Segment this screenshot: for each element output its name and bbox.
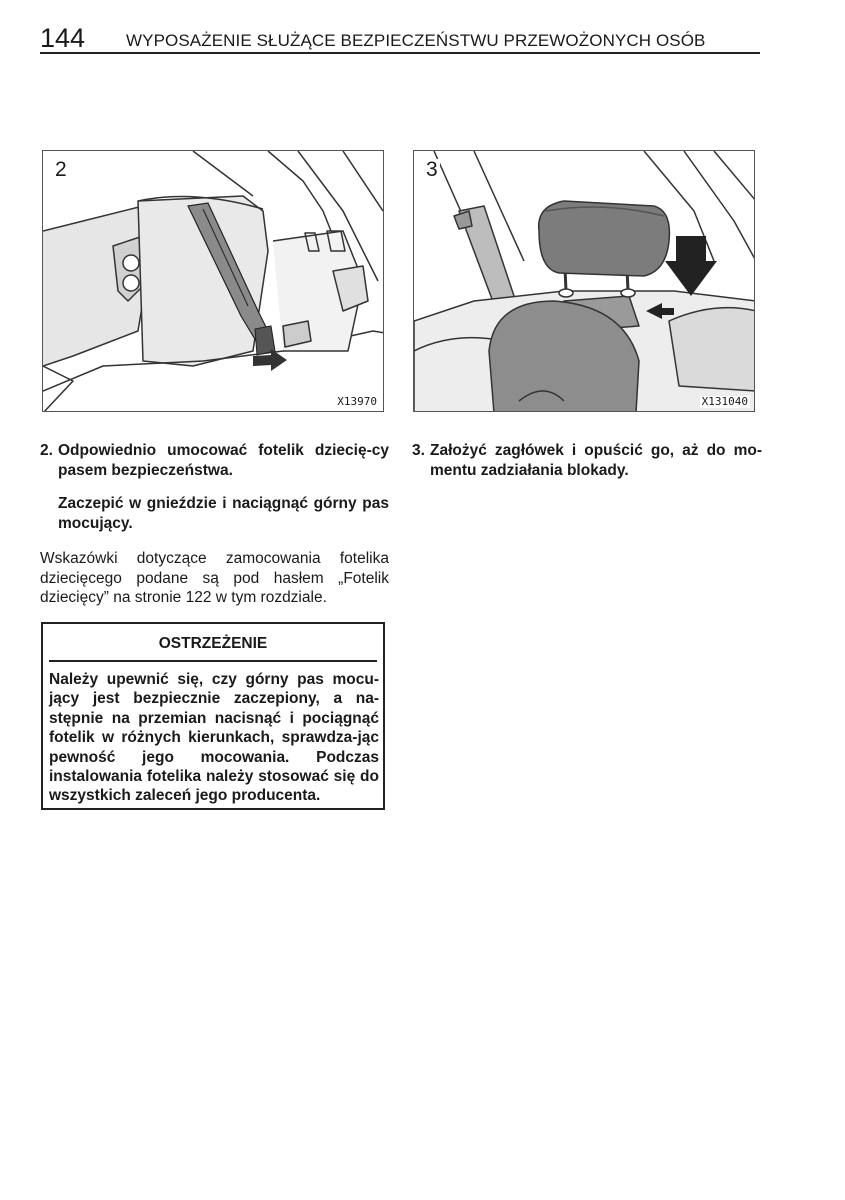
step-2-subtext: Zaczepić w gnieździe i naciągnąć górny pas mocujący. bbox=[58, 495, 389, 532]
tether-strap-illustration bbox=[43, 151, 384, 412]
figure-code: X131040 bbox=[701, 395, 748, 408]
warning-title: OSTRZEŻENIE bbox=[158, 635, 268, 652]
step-number: 3. bbox=[412, 442, 425, 459]
step-3 bbox=[412, 441, 762, 480]
figure-number: 2 bbox=[55, 158, 67, 181]
figure-tether-strap bbox=[42, 150, 384, 412]
step-text: Odpowiednio umocować fotelik dziecię-cy pasem bezpieczeństwa. bbox=[58, 442, 389, 479]
step-2 bbox=[40, 441, 389, 480]
warning-divider bbox=[49, 660, 377, 662]
warning-box bbox=[41, 622, 385, 810]
warning-text: Należy upewnić się, czy górny pas mocu-jący jest bezpiecznie zaczepiony, a na-stępnie na przemian nacisnąć i pociągnąć fotelik w różnych kierunkach, sprawdza-jąc pewność jego mocowania. Podczas instalowania fotelika należy stosować się do wszystkich zaleceń jego producenta. bbox=[49, 671, 379, 805]
step-text: Założyć zagłówek i opuścić go, aż do mo-mentu zadziałania blokady. bbox=[430, 442, 762, 479]
chapter-title: WYPOSAŻENIE SŁUŻĄCE BEZPIECZEŃSTWU PRZEWOŻONYCH OSÓB bbox=[126, 31, 706, 50]
page-number: 144 bbox=[40, 23, 86, 53]
headrest-illustration bbox=[414, 151, 755, 412]
figure-code: X13970 bbox=[337, 395, 377, 408]
step-number: 2. bbox=[40, 442, 53, 459]
page-header bbox=[40, 24, 760, 54]
reference-note: Wskazówki dotyczące zamocowania fotelika dziecięcego podane są pod hasłem „Fotelik dziecięcy” na stronie 122 w tym rozdziale. bbox=[40, 550, 389, 606]
figure-number: 3 bbox=[426, 158, 438, 181]
figure-headrest bbox=[413, 150, 755, 412]
